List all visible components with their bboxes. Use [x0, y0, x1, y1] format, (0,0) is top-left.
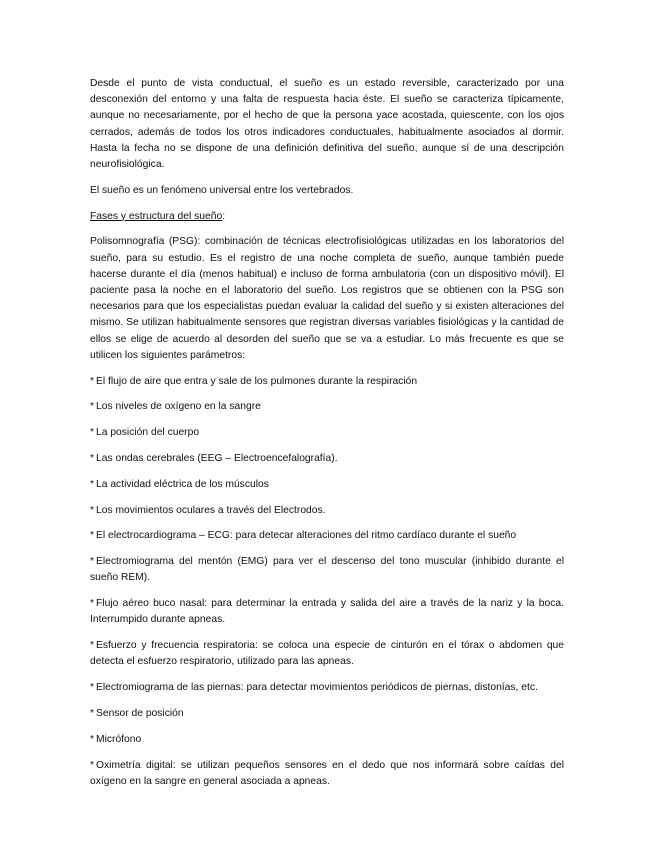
bullet-item	[90, 596, 564, 628]
section-heading-text: Fases y estructura del sueño	[90, 210, 223, 222]
bullet-marker: *	[90, 427, 95, 439]
bullet-marker: *	[90, 598, 95, 610]
bullet-marker: *	[90, 401, 95, 413]
bullet-marker: *	[90, 375, 95, 387]
bullet-marker: *	[90, 453, 95, 465]
bullet-text: Oximetría digital: se utilizan pequeños sensores en el dedo que nos informará sobre caídas del oxígeno en la sangre en general asociada a apneas.	[90, 759, 564, 787]
bullet-marker: *	[90, 733, 95, 745]
bullet-text: Esfuerzo y frecuencia respiratoria: se coloca una especie de cinturón en el tórax o abdomen que detecta el esfuerzo respiratorio, utilizado para las apneas.	[90, 640, 564, 668]
bullet-marker: *	[90, 478, 95, 490]
bullet-text: Las ondas cerebrales (EEG – Electroencefalografía).	[96, 453, 338, 465]
document-page	[90, 76, 564, 800]
bullet-text: Los movimientos oculares a través del Electrodos.	[96, 504, 326, 516]
bullet-marker: *	[90, 708, 95, 719]
bullet-text: Flujo aéreo buco nasal: para determinar la entrada y salida del aire a través de la nariz y la boca. Interrumpido durante apneas.	[90, 598, 564, 626]
bullet-marker: *	[90, 759, 95, 771]
bullet-item	[90, 706, 564, 722]
bullet-text: Electromiograma de las piernas: para detectar movimientos periódicos de piernas, distonías, etc.	[96, 682, 538, 694]
bullet-item	[90, 399, 564, 415]
section-heading	[90, 209, 564, 225]
section-heading-colon: :	[222, 210, 226, 222]
bullet-text: La posición del cuerpo	[96, 427, 200, 439]
bullet-marker: *	[90, 556, 95, 568]
bullet-text: Electromiograma del mentón (EMG) para ver el descenso del tono muscular (inhibido durante el sueño REM).	[90, 556, 564, 584]
bullet-marker: *	[90, 530, 95, 542]
psg-paragraph: Polisomnografía (PSG): combinación de técnicas electrofisiológicas utilizadas en los laboratorios del sueño, para su estudio. Es el registro de una noche completa de sueño, aunque también puede hacerse durante el día (menos habitual) e incluso de forma ambulatoria (con un dispositivo móvil). El paciente pasa la noche en el laboratorio del sueño. Los registros que se obtienen con la PSG son necesarios para que los especialistas puedan evaluar la calidad del sueño y si existen alteraciones del mismo. Se utilizan habitualmente sensores que registran diversas variables fisiológicas y la cantidad de ellos se elige de acuerdo al desorden del sueño que se va a estudiar. Lo más frecuente es que se utilicen los siguientes parámetros:	[90, 236, 564, 361]
bullet-item	[90, 374, 564, 390]
bullet-marker: *	[90, 504, 95, 516]
bullet-text: El electrocardiograma – ECG: para detecar alteraciones del ritmo cardíaco durante el sueño	[96, 530, 517, 542]
bullet-item	[90, 528, 564, 544]
bullet-text: La actividad eléctrica de los músculos	[96, 478, 269, 490]
bullet-text: El flujo de aire que entra y sale de los pulmones durante la respiración	[96, 375, 418, 387]
bullet-text: Sensor de posición	[96, 708, 184, 719]
bullet-item	[90, 758, 564, 790]
bullet-item	[90, 732, 564, 748]
bullet-item	[90, 477, 564, 493]
bullet-item	[90, 680, 564, 696]
bullet-text: Los niveles de oxígeno en la sangre	[96, 401, 261, 413]
bullet-item	[90, 638, 564, 670]
universal-paragraph: El sueño es un fenómeno universal entre los vertebrados.	[90, 184, 354, 196]
intro-paragraph: Desde el punto de vista conductual, el sueño es un estado reversible, caracterizado por una desconexión del entorno y una falta de respuesta hacia éste. El sueño se caracteriza típicamente, aunque no necesariamente, por el hecho de que la persona yace acostada, quiescente, con los ojos cerrados, además de todos los otros indicadores conductuales, habitualmente asociados al dormir. Hasta la fecha no se dispone de una definición definitiva del sueño, aunque sí de una descripción neurofisiológica.	[90, 78, 564, 171]
bullet-marker: *	[90, 682, 95, 694]
bullet-item	[90, 451, 564, 467]
bullet-item	[90, 425, 564, 441]
bullet-item	[90, 503, 564, 519]
bullet-item	[90, 554, 564, 586]
bullet-text: Micrófono	[96, 733, 142, 745]
bullet-marker: *	[90, 640, 95, 652]
